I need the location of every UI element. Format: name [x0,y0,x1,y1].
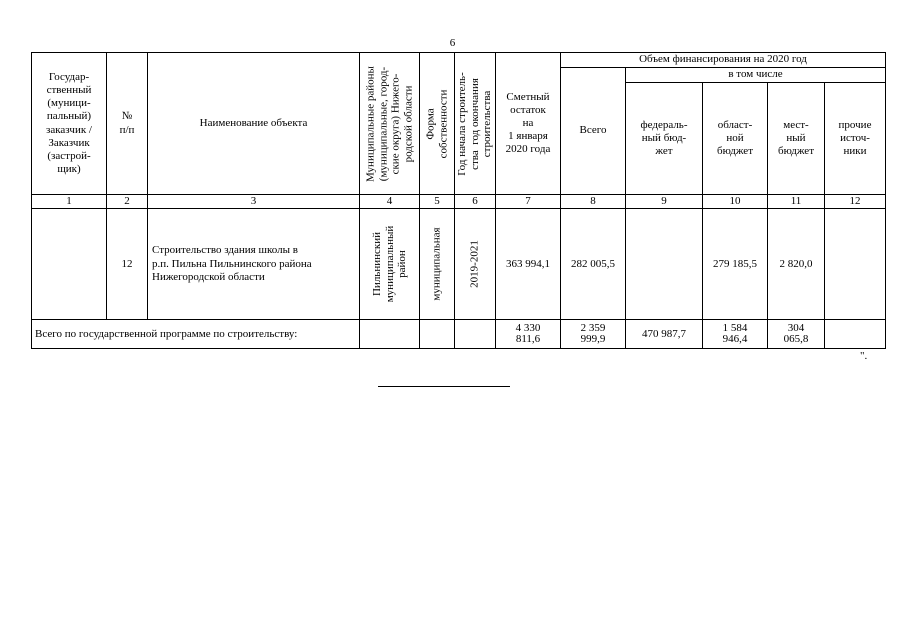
row-customer [32,209,107,320]
row-years [455,209,496,320]
column-number: 5 [420,195,455,209]
totals-empty [455,320,496,349]
row-district [360,209,420,320]
header-object-name: Наименование объекта [148,53,360,195]
row-object-name: Строительство здания школы в р.п. Пильна Пильнинского района Нижегородской области [148,209,360,320]
column-number: 9 [626,195,703,209]
column-number: 3 [148,195,360,209]
totals-local: 304 065,8 [768,320,825,349]
column-number: 6 [455,195,496,209]
row-district-text: Пильнинский муниципальный район [370,225,408,303]
header-federal: федераль- ный бюд- жет [626,83,703,195]
header-total: Всего [561,68,626,195]
header-row-number: № п/п [107,53,148,195]
header-years-text: Год начала строитель- ства год окончания строительства [456,71,494,176]
page-number: 6 [449,37,456,49]
row-local: 2 820,0 [768,209,825,320]
row-years-text: 2019-2021 [468,240,481,289]
header-including: в том числе [626,68,886,83]
row-ownership [420,209,455,320]
totals-empty [420,320,455,349]
column-number: 4 [360,195,420,209]
totals-regional: 1 584 946,4 [703,320,768,349]
header-years [455,53,496,195]
totals-federal: 470 987,7 [626,320,703,349]
totals-row [32,320,886,349]
closing-quote: ". [860,350,868,362]
row-number: 12 [107,209,148,320]
column-number: 10 [703,195,768,209]
header-districts [360,53,420,195]
row-ownership-text: муниципальная [430,227,443,301]
header-ownership-text: Форма собственности [424,89,449,158]
financing-table [31,52,886,349]
totals-other [825,320,886,349]
header-estimate-remainder: Сметный остаток на 1 января 2020 года [496,53,561,195]
totals-total: 2 359 999,9 [561,320,626,349]
row-regional: 279 185,5 [703,209,768,320]
totals-label: Всего по государственной программе по строительству: [32,320,360,349]
row-estimate-remainder: 363 994,1 [496,209,561,320]
column-number: 8 [561,195,626,209]
column-number: 11 [768,195,825,209]
row-other [825,209,886,320]
column-number: 1 [32,195,107,209]
header-regional: област- ной бюджет [703,83,768,195]
header-local: мест- ный бюджет [768,83,825,195]
header-customer: Государ- ственный (муници- пальный) заказчик / Заказчик (застрой- щик) [32,53,107,195]
row-total: 282 005,5 [561,209,626,320]
column-number: 12 [825,195,886,209]
closing-divider [378,386,510,387]
table-row [32,209,886,320]
column-number: 7 [496,195,561,209]
row-federal [626,209,703,320]
header-other: прочие источ- ники [825,83,886,195]
header-ownership [420,53,455,195]
header-districts-text: Муниципальные районы (муниципальные, город- ские округа) Нижего- родской области [364,65,415,182]
column-number: 2 [107,195,148,209]
totals-empty [360,320,420,349]
totals-estimate-remainder: 4 330 811,6 [496,320,561,349]
column-number-row [32,195,886,209]
header-funding-group: Объем финансирования на 2020 год [561,53,886,68]
